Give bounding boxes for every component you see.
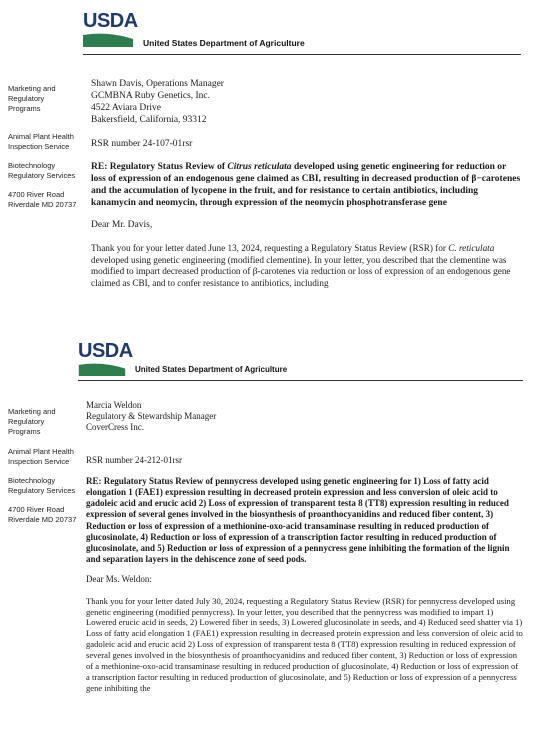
sidebar-agency: Marketing and Regulatory Programs (8, 407, 56, 436)
letter-1-body (91, 78, 523, 289)
recipient-line: CoverCress Inc. (86, 422, 144, 433)
sidebar-address: 4700 River Road Riverdale MD 20737 (8, 505, 77, 524)
department-name: United States Department of Agriculture (135, 365, 288, 374)
re-subject: RE: Regulatory Status Review of pennycress developed using genetic engineering for 1) Loss of fatty acid elongation 1 (FAE1) expression resulting in decreased protein expression and less conversion of oleic acid to gadoleic acid and erucic acid 2) Loss of expression of transparent testa 8 (TT8) expression resulting in reduced expression of several genes involved in the biosynthesis of proanthocyanidins and reduced fiber content, 3) Reduction or loss of expression of a methionine-oxo-acid transaminase resulting in reduced production of glucosinolate, 4) Reduction or loss of expression of a transcription factor resulting in reduced production of glucosinolate, and 5) Reduction or loss of expression of a pennycress gene inhibiting the formation of the lignin and separation layers in the dehiscence zone of seed pods. (86, 475, 510, 565)
body-paragraph (91, 243, 523, 289)
recipient-line: Regulatory & Stewardship Manager (86, 411, 217, 422)
usda-logo-text: USDA (83, 10, 138, 32)
letter-1 (0, 0, 534, 330)
re-rest: developed using genetic engineering for reduction or loss of expression of an endogenous gene claimed as CBI, resulting in decreased production of β−carotenes and the accumulation of lycopene in the fruit, and for resistance to certain antibiotics, including kanamycin and neomycin, through expression of the neomycin phosphotransferase gene (91, 162, 521, 208)
header-rule (83, 54, 521, 55)
recipient-line: 4522 Aviara Drive (91, 103, 161, 113)
salutation: Dear Mr. Davis, (91, 220, 153, 230)
body-italic: C. reticulata (448, 243, 495, 253)
recipient-line: Marcia Weldon (86, 400, 142, 410)
re-prefix: RE: Regulatory Status Review of (91, 162, 228, 172)
usda-logo-text: USDA (78, 340, 133, 362)
salutation: Dear Ms. Weldon: (86, 574, 152, 585)
rsr-number: RSR number 24-212-01rsr (86, 454, 182, 465)
sidebar-service: Animal Plant Health Inspection Service (8, 447, 74, 466)
sidebar (8, 84, 78, 219)
rsr-number: RSR number 24-107-01rsr (91, 139, 193, 149)
sidebar-address: 4700 River Road Riverdale MD 20737 (8, 190, 77, 209)
recipient-line: GCMBNA Ruby Genetics, Inc. (91, 91, 211, 101)
usda-logo-swoosh-icon (83, 33, 133, 47)
sidebar-unit: Biotechnology Regulatory Services (8, 161, 76, 180)
recipient-line: Shawn Davis, Operations Manager (91, 79, 224, 89)
re-italic: Citrus reticulata (227, 162, 292, 172)
recipient-block (91, 78, 523, 126)
letter-2-body (86, 400, 524, 694)
department-name: United States Department of Agriculture (143, 38, 305, 48)
header-rule (78, 380, 523, 381)
body-b: developed using genetic engineering (modified clementine). In your letter, you described that the clementine was modified to impart decreased production of β-carotenes via reduction or loss of expression of an endogenous gene claimed as CBI, and to confer resistance to antibiotics, including (91, 254, 511, 288)
body-a: Thank you for your letter dated June 13, 2024, requesting a Regulatory Status Review (RSR) for (91, 243, 449, 253)
recipient-line: Bakersfield, California, 93312 (91, 115, 207, 125)
sidebar-agency: Marketing and Regulatory Programs (8, 84, 56, 113)
re-subject (91, 161, 523, 209)
recipient-block (86, 400, 524, 434)
body-paragraph: Thank you for your letter dated July 30, 2024, requesting a Regulatory Status Review (RSR) for pennycress developed using genetic engineering (modified pennycress). In your letter, you described that the pennycress was modified to impart 1) Lowered erucic acid in seeds, 2) Lowered fiber in seeds, 3) Lowered glucosinolate in seeds, and 4) Reduced seed shatter via 1) Loss of fatty acid elongation 1 (FAE1) expression resulting in decreased protein expression and less conversion of oleic acid to gadoleic acid and erucic acid 2) Loss of expression of transparent testa 8 (TT8) expression resulting in reduced expression of several genes involved in the biosynthesis of proanthocyanidins and reduced fiber content, 3) Reduction or loss of expression of a methionine-oxo-acid transaminase resulting in reduced production of glucosinolate, 4) Reduction or loss of expression of a transcription factor resulting in reduced production of glucosinolate, and 5) Reduction or loss of expression of a pennycress gene inhibiting the (86, 595, 523, 693)
sidebar-unit: Biotechnology Regulatory Services (8, 476, 76, 495)
usda-logo-swoosh-icon (78, 363, 126, 376)
sidebar (8, 407, 78, 534)
letter-2 (0, 338, 534, 739)
sidebar-service: Animal Plant Health Inspection Service (8, 132, 74, 151)
